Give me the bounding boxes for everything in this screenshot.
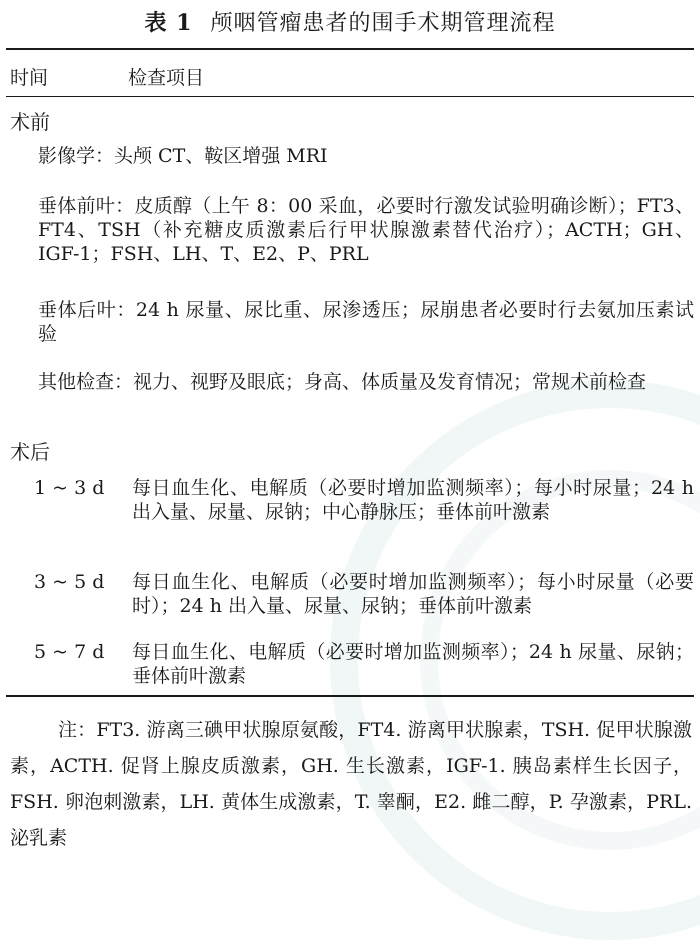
bottom-rule: [6, 695, 694, 697]
column-header-time: 时间: [10, 67, 49, 89]
section-preop-label: 术前: [10, 110, 50, 134]
postop-day-range: 1 ~ 3 d: [34, 477, 105, 499]
column-header-items: 检查项目: [128, 67, 205, 89]
table-footnote: 注：FT3. 游离三碘甲状腺原氨酸，FT4. 游离甲状腺素，TSH. 促甲状腺激素，ACTH. 促肾上腺皮质激素，GH. 生长激素，IGF-1. 胰岛素样生长因子，FSH. 卵泡刺激素，LH. 黄体生成激素，T. 睾酮，E2. 雌二醇，P. 孕激素，PRL. 泌乳素: [10, 719, 692, 849]
table-number: 表 1: [144, 10, 193, 36]
preop-posterior-pituitary: 垂体后叶：24 h 尿量、尿比重、尿渗透压；尿崩患者必要时行去氨加压素试验: [38, 299, 694, 345]
postop-day-range: 3 ~ 5 d: [34, 571, 105, 593]
preop-anterior-pituitary: 垂体前叶：皮质醇（上午 8：00 采血，必要时行激发试验明确诊断）；FT3、FT4、TSH（补充糖皮质激素后行甲状腺激素替代治疗）；ACTH；GH、IGF-1；FSH、LH、T、E2、P、PRL: [38, 195, 694, 265]
postop-day-range: 5 ~ 7 d: [34, 641, 105, 663]
table-caption: 颅咽管瘤患者的围手术期管理流程: [210, 11, 556, 36]
section-postop-label: 术后: [10, 440, 50, 464]
preop-imaging: 影像学：头颅 CT、鞍区增强 MRI: [38, 145, 328, 167]
postop-row-text: 每日血生化、电解质（必要时增加监测频率）；24 h 尿量、尿钠；垂体前叶激素: [132, 641, 694, 687]
postop-row-text: 每日血生化、电解质（必要时增加监测频率）；每小时尿量；24 h 出入量、尿量、尿钠；中心静脉压；垂体前叶激素: [132, 477, 694, 523]
top-rule: [6, 48, 694, 50]
table-title: [0, 6, 700, 37]
header-rule: [6, 96, 694, 97]
postop-row-text: 每日血生化、电解质（必要时增加监测频率）；每小时尿量（必要时）；24 h 出入量、尿量、尿钠；垂体前叶激素: [132, 571, 694, 617]
preop-other-exams: 其他检查：视力、视野及眼底；身高、体质量及发育情况；常规术前检查: [38, 371, 647, 393]
